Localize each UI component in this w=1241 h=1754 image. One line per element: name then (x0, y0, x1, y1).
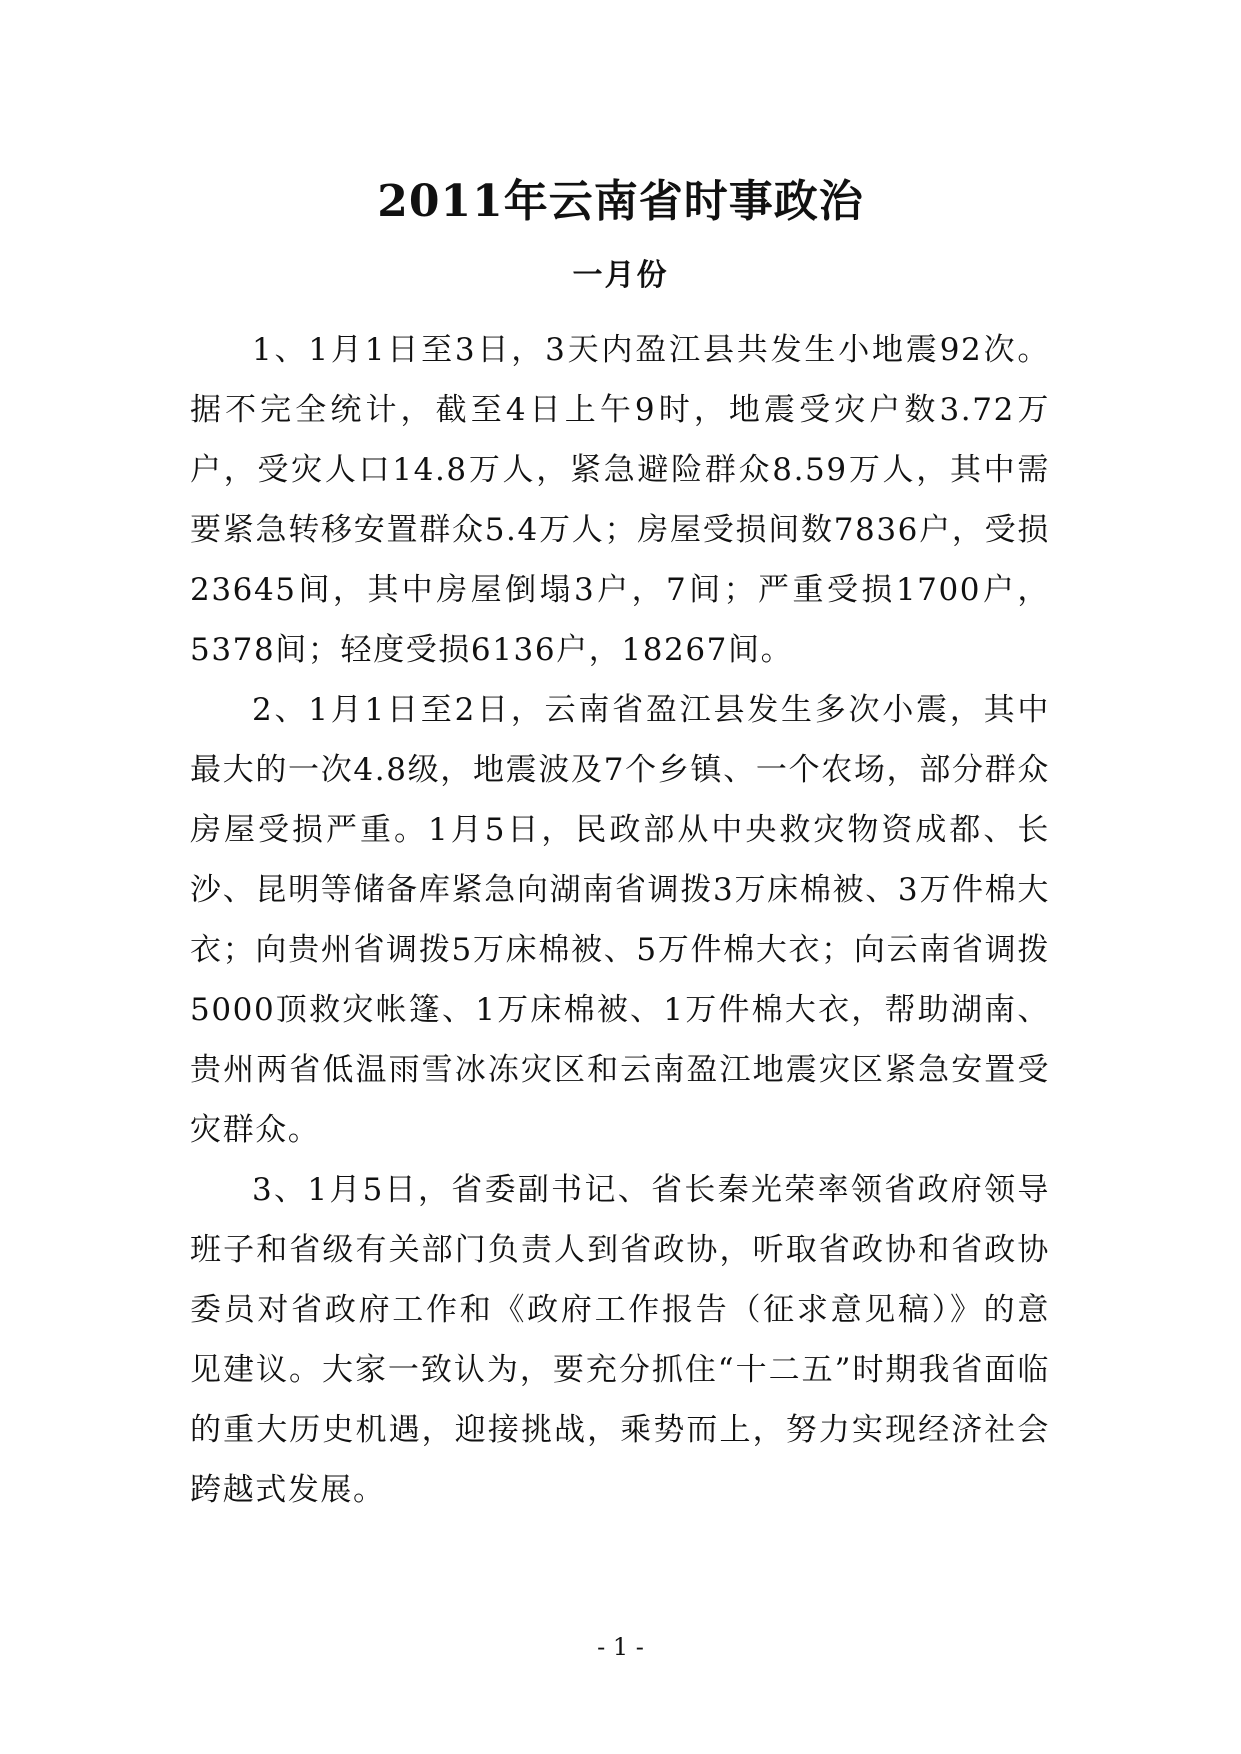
paragraph-3: 3、1月5日，省委副书记、省长秦光荣率领省政府领导班子和省级有关部门负责人到省政协，听取省政协和省政协委员对省政府工作和《政府工作报告（征求意见稿）》的意见建议。大家一致认为，要充分抓住“十二五”时期我省面临的重大历史机遇，迎接挑战，乘势而上，努力实现经济社会跨越式发展。 (190, 1172, 1050, 1508)
paragraph-2: 2、1月1日至2日，云南省盈江县发生多次小震，其中最大的一次4.8级，地震波及7个乡镇、一个农场，部分群众房屋受损严重。1月5日，民政部从中央救灾物资成都、长沙、昆明等储备库紧急向湖南省调拨3万床棉被、3万件棉大衣；向贵州省调拨5万床棉被、5万件棉大衣；向云南省调拨5000顶救灾帐篷、1万床棉被、1万件棉大衣，帮助湖南、贵州两省低温雨雪冰冻灾区和云南盈江地震灾区紧急安置受灾群众。 (190, 692, 1050, 1148)
document-title: 2011年云南省时事政治 (377, 176, 864, 227)
page-number: - 1 - (597, 1633, 644, 1661)
section-heading: 一月份 (572, 258, 669, 293)
document-body (190, 320, 1050, 1520)
paragraph-1: 1、1月1日至3日，3天内盈江县共发生小地震92次。据不完全统计，截至4日上午9时，地震受灾户数3.72万户，受灾人口14.8万人，紧急避险群众8.59万人，其中需要紧急转移安置群众5.4万人；房屋受损间数7836户，受损23645间，其中房屋倒塌3户，7间；严重受损1700户，5378间；轻度受损6136户，18267间。 (190, 332, 1050, 668)
